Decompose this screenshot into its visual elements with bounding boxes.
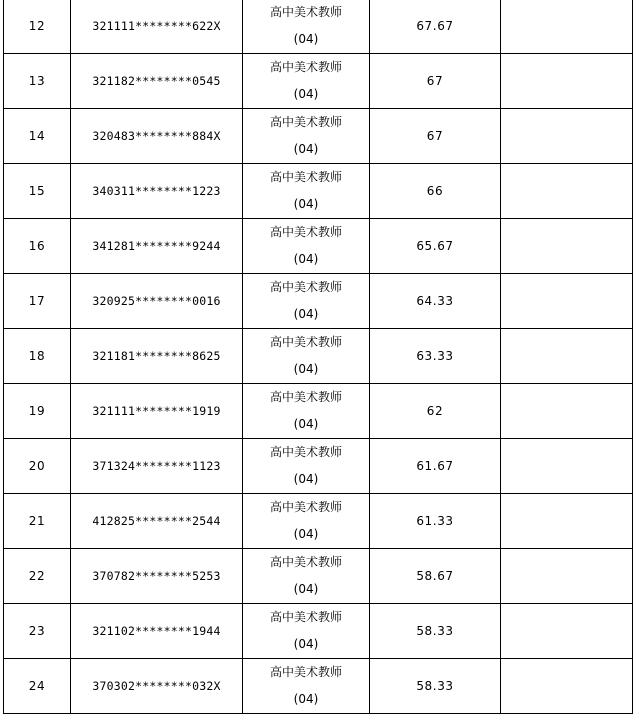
masked-id-number: 412825********2544 bbox=[71, 494, 243, 549]
row-number: 21 bbox=[4, 494, 71, 549]
masked-id-number: 371324********1123 bbox=[71, 439, 243, 494]
score: 64.33 bbox=[370, 274, 501, 329]
row-number: 13 bbox=[4, 54, 71, 109]
masked-id-number: 321111********622X bbox=[71, 0, 243, 54]
position-title: 高中美术教师 bbox=[269, 335, 342, 349]
table-row bbox=[4, 164, 633, 219]
score: 67.67 bbox=[370, 0, 501, 54]
row-number: 23 bbox=[4, 604, 71, 659]
row-number: 20 bbox=[4, 439, 71, 494]
score: 62 bbox=[370, 384, 501, 439]
position-cell bbox=[243, 494, 370, 549]
position-code: (04) bbox=[293, 32, 319, 46]
score: 63.33 bbox=[370, 329, 501, 384]
results-table-body bbox=[4, 0, 633, 714]
position-code: (04) bbox=[293, 527, 319, 541]
position-cell bbox=[243, 439, 370, 494]
row-number: 18 bbox=[4, 329, 71, 384]
masked-id-number: 321111********1919 bbox=[71, 384, 243, 439]
score: 58.33 bbox=[370, 659, 501, 714]
remark bbox=[501, 494, 633, 549]
position-code: (04) bbox=[293, 142, 319, 156]
position-title: 高中美术教师 bbox=[269, 445, 342, 459]
position-title: 高中美术教师 bbox=[269, 280, 342, 294]
position-title: 高中美术教师 bbox=[269, 170, 342, 184]
table-row bbox=[4, 659, 633, 714]
row-number: 12 bbox=[4, 0, 71, 54]
position-code: (04) bbox=[293, 307, 319, 321]
remark bbox=[501, 604, 633, 659]
position-title: 高中美术教师 bbox=[269, 115, 342, 129]
position-code: (04) bbox=[293, 252, 319, 266]
position-title: 高中美术教师 bbox=[269, 225, 342, 239]
table-row bbox=[4, 439, 633, 494]
score: 61.33 bbox=[370, 494, 501, 549]
row-number: 22 bbox=[4, 549, 71, 604]
position-code: (04) bbox=[293, 362, 319, 376]
table-row bbox=[4, 604, 633, 659]
table-row bbox=[4, 274, 633, 329]
masked-id-number: 370302********032X bbox=[71, 659, 243, 714]
remark bbox=[501, 274, 633, 329]
row-number: 14 bbox=[4, 109, 71, 164]
masked-id-number: 370782********5253 bbox=[71, 549, 243, 604]
score: 58.67 bbox=[370, 549, 501, 604]
position-cell bbox=[243, 549, 370, 604]
remark bbox=[501, 549, 633, 604]
position-code: (04) bbox=[293, 197, 319, 211]
score: 67 bbox=[370, 109, 501, 164]
position-title: 高中美术教师 bbox=[269, 500, 342, 514]
remark bbox=[501, 329, 633, 384]
position-title: 高中美术教师 bbox=[269, 555, 342, 569]
masked-id-number: 320925********0016 bbox=[71, 274, 243, 329]
position-cell bbox=[243, 164, 370, 219]
position-code: (04) bbox=[293, 417, 319, 431]
remark bbox=[501, 659, 633, 714]
masked-id-number: 341281********9244 bbox=[71, 219, 243, 274]
remark bbox=[501, 384, 633, 439]
table-row bbox=[4, 54, 633, 109]
position-title: 高中美术教师 bbox=[269, 665, 342, 679]
position-cell bbox=[243, 329, 370, 384]
table-row bbox=[4, 384, 633, 439]
position-title: 高中美术教师 bbox=[269, 5, 342, 19]
position-cell bbox=[243, 54, 370, 109]
position-cell bbox=[243, 659, 370, 714]
row-number: 16 bbox=[4, 219, 71, 274]
table-row bbox=[4, 219, 633, 274]
position-code: (04) bbox=[293, 582, 319, 596]
position-title: 高中美术教师 bbox=[269, 60, 342, 74]
table-row bbox=[4, 329, 633, 384]
score: 65.67 bbox=[370, 219, 501, 274]
score: 58.33 bbox=[370, 604, 501, 659]
masked-id-number: 321182********0545 bbox=[71, 54, 243, 109]
remark bbox=[501, 439, 633, 494]
position-cell bbox=[243, 109, 370, 164]
masked-id-number: 321102********1944 bbox=[71, 604, 243, 659]
remark bbox=[501, 109, 633, 164]
score: 66 bbox=[370, 164, 501, 219]
position-cell bbox=[243, 274, 370, 329]
remark bbox=[501, 164, 633, 219]
remark bbox=[501, 54, 633, 109]
position-cell bbox=[243, 384, 370, 439]
position-cell bbox=[243, 219, 370, 274]
row-number: 15 bbox=[4, 164, 71, 219]
position-cell bbox=[243, 0, 370, 54]
position-title: 高中美术教师 bbox=[269, 390, 342, 404]
position-cell bbox=[243, 604, 370, 659]
row-number: 24 bbox=[4, 659, 71, 714]
position-code: (04) bbox=[293, 692, 319, 706]
position-code: (04) bbox=[293, 472, 319, 486]
masked-id-number: 321181********8625 bbox=[71, 329, 243, 384]
table-row bbox=[4, 549, 633, 604]
score: 67 bbox=[370, 54, 501, 109]
remark bbox=[501, 219, 633, 274]
table-row bbox=[4, 109, 633, 164]
position-title: 高中美术教师 bbox=[269, 610, 342, 624]
row-number: 19 bbox=[4, 384, 71, 439]
score: 61.67 bbox=[370, 439, 501, 494]
masked-id-number: 340311********1223 bbox=[71, 164, 243, 219]
table-row bbox=[4, 494, 633, 549]
row-number: 17 bbox=[4, 274, 71, 329]
position-code: (04) bbox=[293, 87, 319, 101]
position-code: (04) bbox=[293, 637, 319, 651]
results-table bbox=[3, 0, 633, 714]
table-row bbox=[4, 0, 633, 54]
remark bbox=[501, 0, 633, 54]
masked-id-number: 320483********884X bbox=[71, 109, 243, 164]
